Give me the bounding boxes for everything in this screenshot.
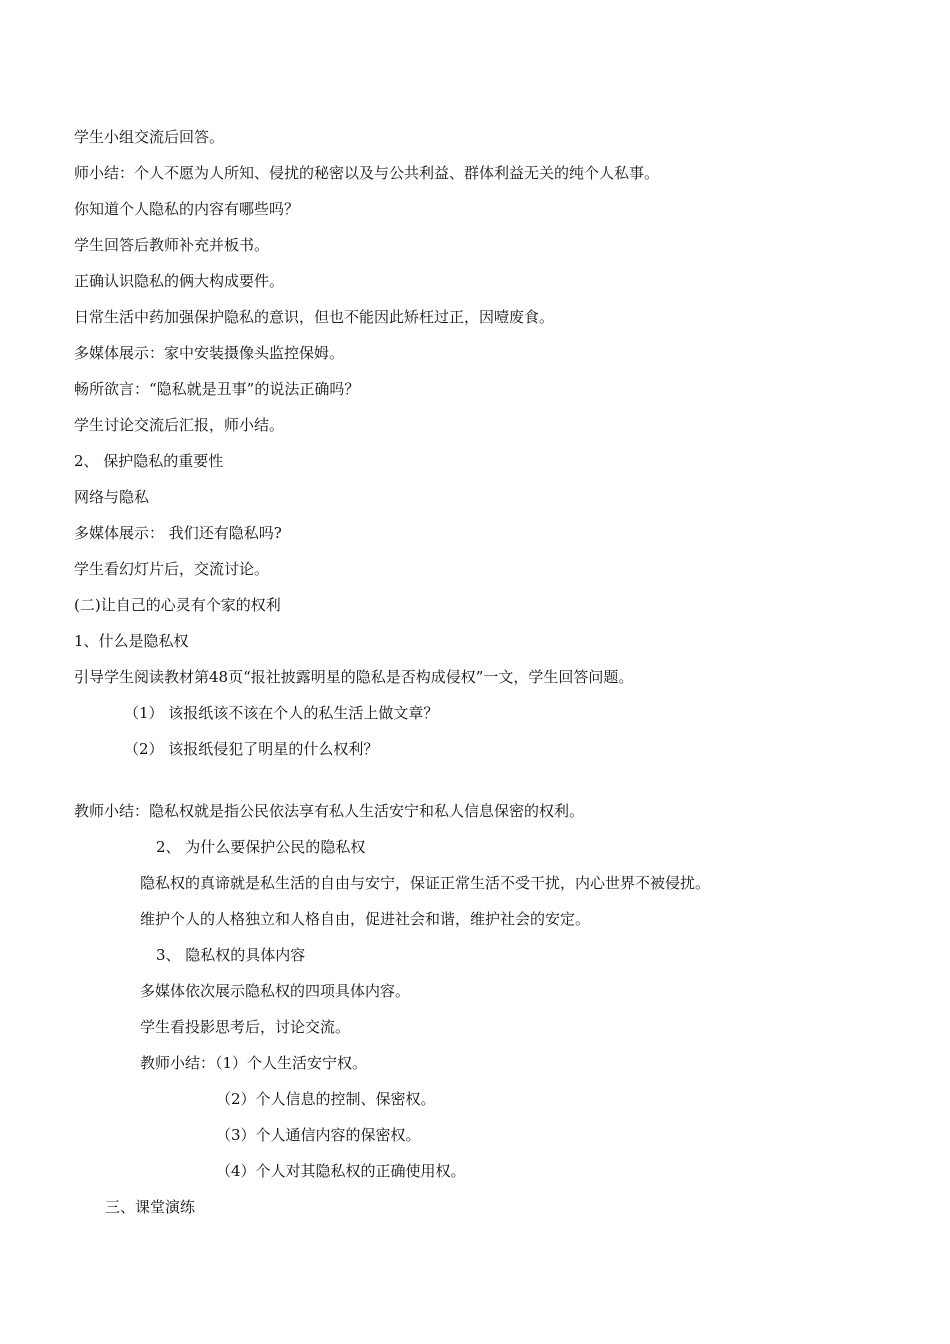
section-heading: 2、 保护隐私的重要性	[74, 452, 224, 470]
text-line: 多媒体展示： 我们还有隐私吗?	[74, 524, 282, 542]
text-line: 你知道个人隐私的内容有哪些吗？	[74, 200, 300, 218]
summary-item: （4）个人对其隐私权的正确使用权。	[216, 1162, 466, 1180]
text-line: 引导学生阅读教材第48页“报社披露明星的隐私是否构成侵权”一文，学生回答问题。	[74, 668, 634, 686]
text-line: 师小结：个人不愿为人所知、侵扰的秘密以及与公共利益、群体利益无关的纯个人私事。	[74, 164, 660, 182]
text-line: 学生讨论交流后汇报，师小结。	[74, 416, 285, 434]
summary-item: （2）个人信息的控制、保密权。	[216, 1090, 436, 1108]
question-item: （1） 该报纸该不该在个人的私生活上做文章？	[124, 704, 439, 722]
text-line: 正确认识隐私的俩大构成要件。	[74, 272, 285, 290]
section-heading: 三、课堂演练	[105, 1198, 196, 1216]
text-line: 学生看投影思考后，讨论交流。	[140, 1018, 351, 1036]
text-line: 多媒体展示：家中安装摄像头监控保姆。	[74, 344, 345, 362]
text-line: 维护个人的人格独立和人格自由，促进社会和谐，维护社会的安定。	[140, 910, 591, 928]
text-line: 畅所欲言：“隐私就是丑事”的说法正确吗？	[74, 380, 360, 398]
section-heading: 1、什么是隐私权	[74, 632, 189, 650]
text-line: 学生看幻灯片后，交流讨论。	[74, 560, 270, 578]
text-line: 日常生活中药加强保护隐私的意识，但也不能因此矫枉过正，因噎废食。	[74, 308, 555, 326]
text-line: 多媒体依次展示隐私权的四项具体内容。	[140, 982, 411, 1000]
text-line: 学生小组交流后回答。	[74, 128, 225, 146]
question-item: （2） 该报纸侵犯了明星的什么权利？	[124, 740, 379, 758]
section-heading: 3、 隐私权的具体内容	[156, 946, 306, 964]
summary-item: （3）个人通信内容的保密权。	[216, 1126, 421, 1144]
text-line: 隐私权的真谛就是私生活的自由与安宁，保证正常生活不受干扰，内心世界不被侵扰。	[140, 874, 711, 892]
summary-item: 教师小结：（1）个人生活安宁权。	[140, 1054, 368, 1072]
text-line: 教师小结：隐私权就是指公民依法享有私人生活安宁和私人信息保密的权利。	[74, 802, 585, 820]
section-heading: 2、 为什么要保护公民的隐私权	[156, 838, 366, 856]
section-heading: (二)让自己的心灵有个家的权利	[74, 596, 281, 614]
text-line: 学生回答后教师补充并板书。	[74, 236, 270, 254]
text-line: 网络与隐私	[74, 488, 150, 506]
